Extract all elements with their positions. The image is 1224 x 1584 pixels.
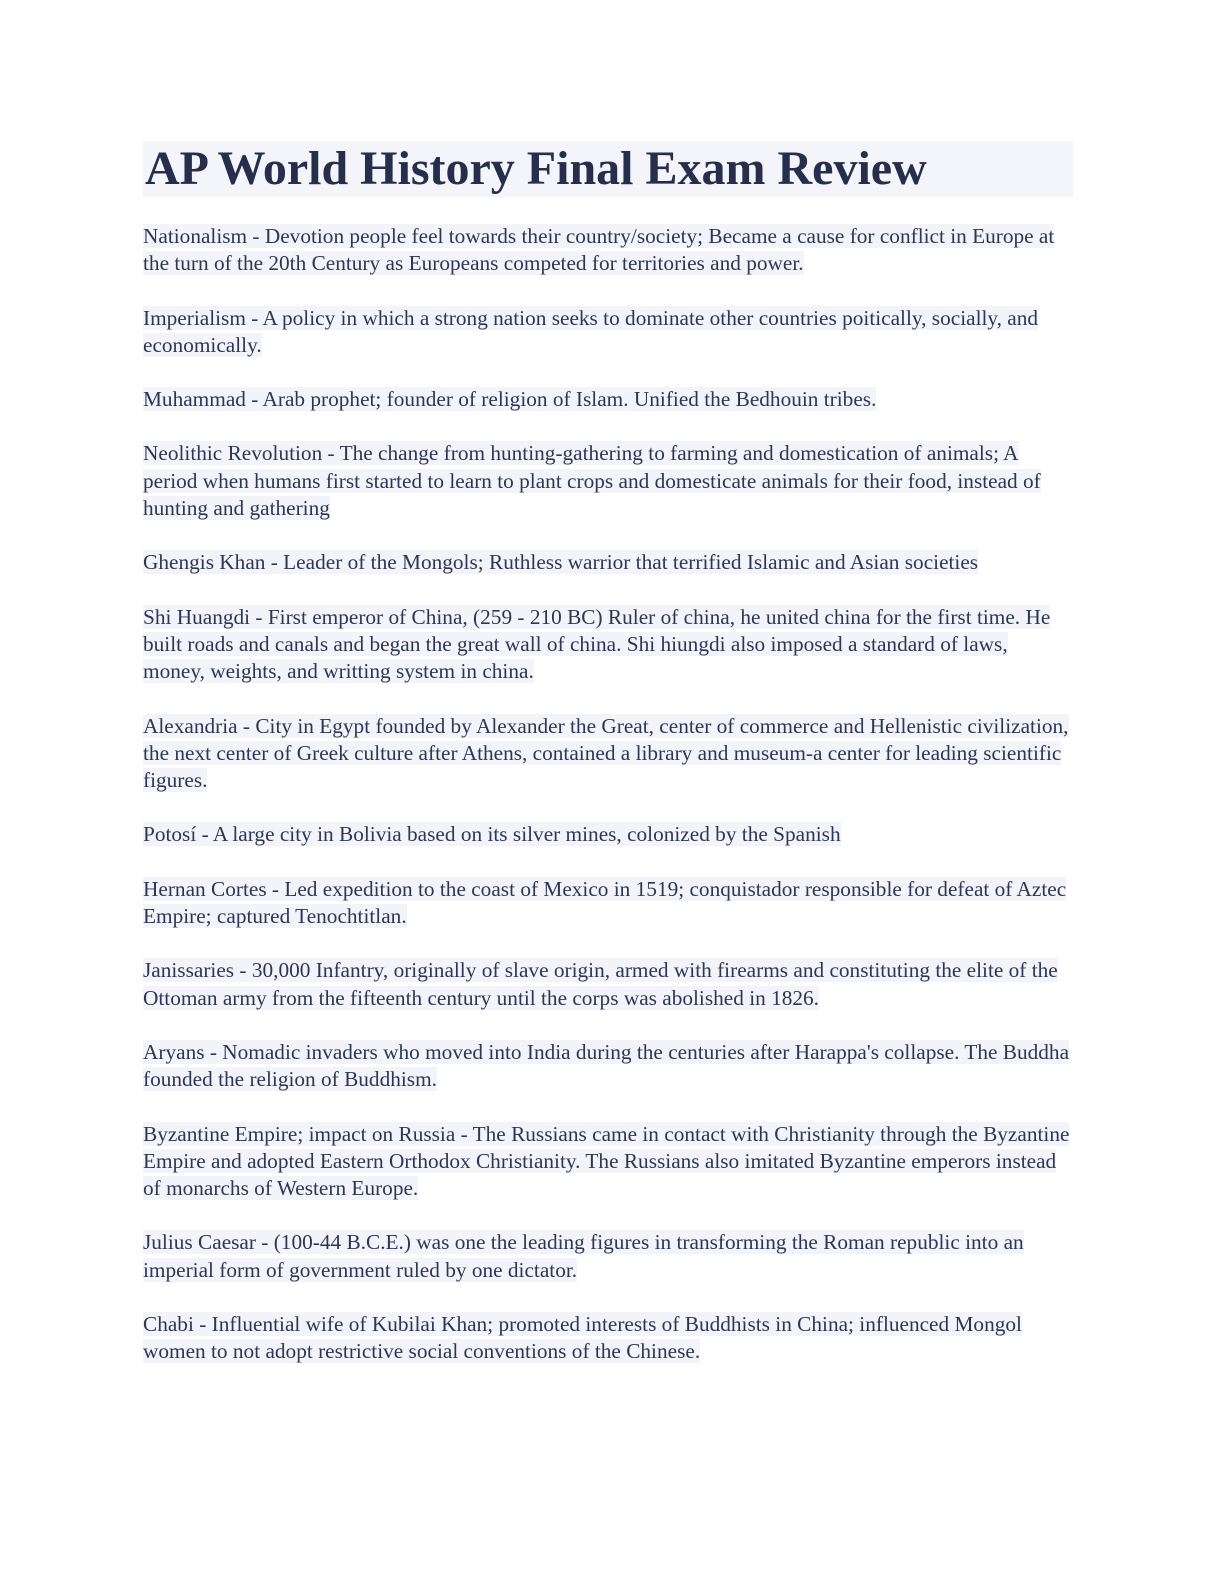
- entry-alexandria: Alexandria - City in Egypt founded by Alexander the Great, center of commerce and Hellenistic civilization, the next center of Greek culture after Athens, contained a library and museum-a center for leading scientific figures.: [143, 713, 1069, 793]
- entry-aryans: Aryans - Nomadic invaders who moved into India during the centuries after Harappa's collapse. The Buddha founded the religion of Buddhism.: [143, 1039, 1070, 1092]
- entry-nationalism: Nationalism - Devotion people feel towards their country/society; Became a cause for conflict in Europe at the turn of the 20th Century as Europeans competed for territories and power.: [143, 224, 1055, 276]
- entry-byzantine-empire: Byzantine Empire; impact on Russia - The Russians came in contact with Christianity through the Byzantine Empire and adopted Eastern Orthodox Christianity. The Russians also imitated Byzantine emperors instead of monarchs of Western Europe.: [143, 1121, 1070, 1201]
- entry-shi-huangdi: Shi Huangdi - First emperor of China, (259 - 210 BC) Ruler of china, he united china for the first time. He built roads and canals and began the great wall of china. Shi hiungdi also imposed a standard of laws, money, weights, and writting system in china.: [143, 604, 1051, 684]
- entry-hernan-cortes: Hernan Cortes - Led expedition to the coast of Mexico in 1519; conquistador responsible for defeat of Aztec Empire; captured Tenochtitlan.: [143, 876, 1067, 929]
- entry-chabi: Chabi - Influential wife of Kubilai Khan; promoted interests of Buddhists in China; influenced Mongol women to not adopt restrictive social conventions of the Chinese.: [143, 1312, 1022, 1364]
- entry-imperialism: Imperialism - A policy in which a strong nation seeks to dominate other countries poitically, socially, and economically.: [143, 305, 1039, 357]
- entry-ghengis-khan: Ghengis Khan - Leader of the Mongols; Ruthless warrior that terrified Islamic and Asian societies: [143, 550, 979, 575]
- document-page: [143, 141, 1073, 1393]
- entry-neolithic-revolution: Neolithic Revolution - The change from hunting-gathering to farming and domestication of animals; A period when humans first started to learn to plant crops and domesticate animals for their food, instead of hunting and gathering: [143, 441, 1041, 521]
- entry-list: [143, 223, 1073, 1366]
- page-title: AP World History Final Exam Review: [143, 141, 1073, 197]
- entry-julius-caesar: Julius Caesar - (100-44 B.C.E.) was one the leading figures in transforming the Roman republic into an imperial form of government ruled by one dictator.: [143, 1230, 1024, 1282]
- entry-muhammad: Muhammad - Arab prophet; founder of religion of Islam. Unified the Bedhouin tribes.: [143, 387, 877, 412]
- entry-potosi: Potosí - A large city in Bolivia based on its silver mines, colonized by the Spanish: [143, 822, 841, 847]
- entry-janissaries: Janissaries - 30,000 Infantry, originally of slave origin, armed with firearms and constituting the elite of the Ottoman army from the fifteenth century until the corps was abolished in 1826.: [143, 958, 1058, 1010]
